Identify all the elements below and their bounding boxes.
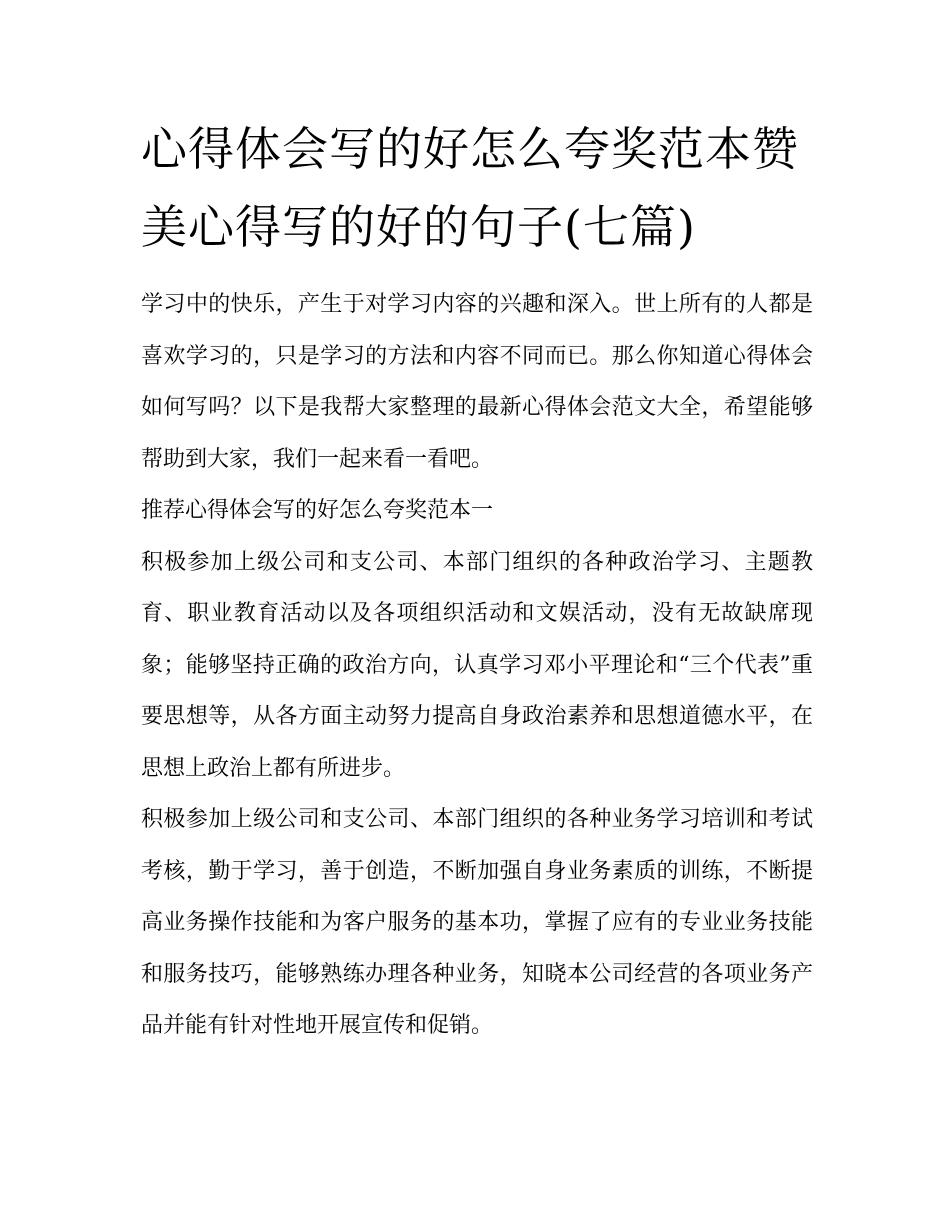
body-paragraph: 积极参加上级公司和支公司、本部门组织的各种业务学习培训和考试考核，勤于学习，善于创造，不断加强自身业务素质的训练，不断提高业务操作技能和为客户服务的基本功，掌握了应有的专业业务技能和服务技巧，能够熟练办理各种业务，知晓本公司经营的各项业务产品并能有针对性地开展宣传和促销。	[141, 807, 813, 1038]
section-heading: 推荐心得体会写的好怎么夸奖范本一	[141, 498, 494, 523]
body-paragraph: 积极参加上级公司和支公司、本部门组织的各种政治学习、主题教育、职业教育活动以及各项组织活动和文娱活动，没有无故缺席现象；能够坚持正确的政治方向，认真学习邓小平理论和“三个代表”重要思想等，从各方面主动努力提高自身政治素养和思想道德水平，在思想上政治上都有所进步。	[141, 549, 813, 781]
intro-paragraph: 学习中的快乐，产生于对学习内容的兴趣和深入。世上所有的人都是喜欢学习的，只是学习的方法和内容不同而已。那么你知道心得体会如何写吗？以下是我帮大家整理的最新心得体会范文大全，希望能够帮助到大家，我们一起来看一看吧。	[141, 292, 813, 472]
document-body	[141, 110, 813, 1052]
document-title: 心得体会写的好怎么夸奖范本赞美心得写的好的句子(七篇)	[141, 122, 799, 254]
